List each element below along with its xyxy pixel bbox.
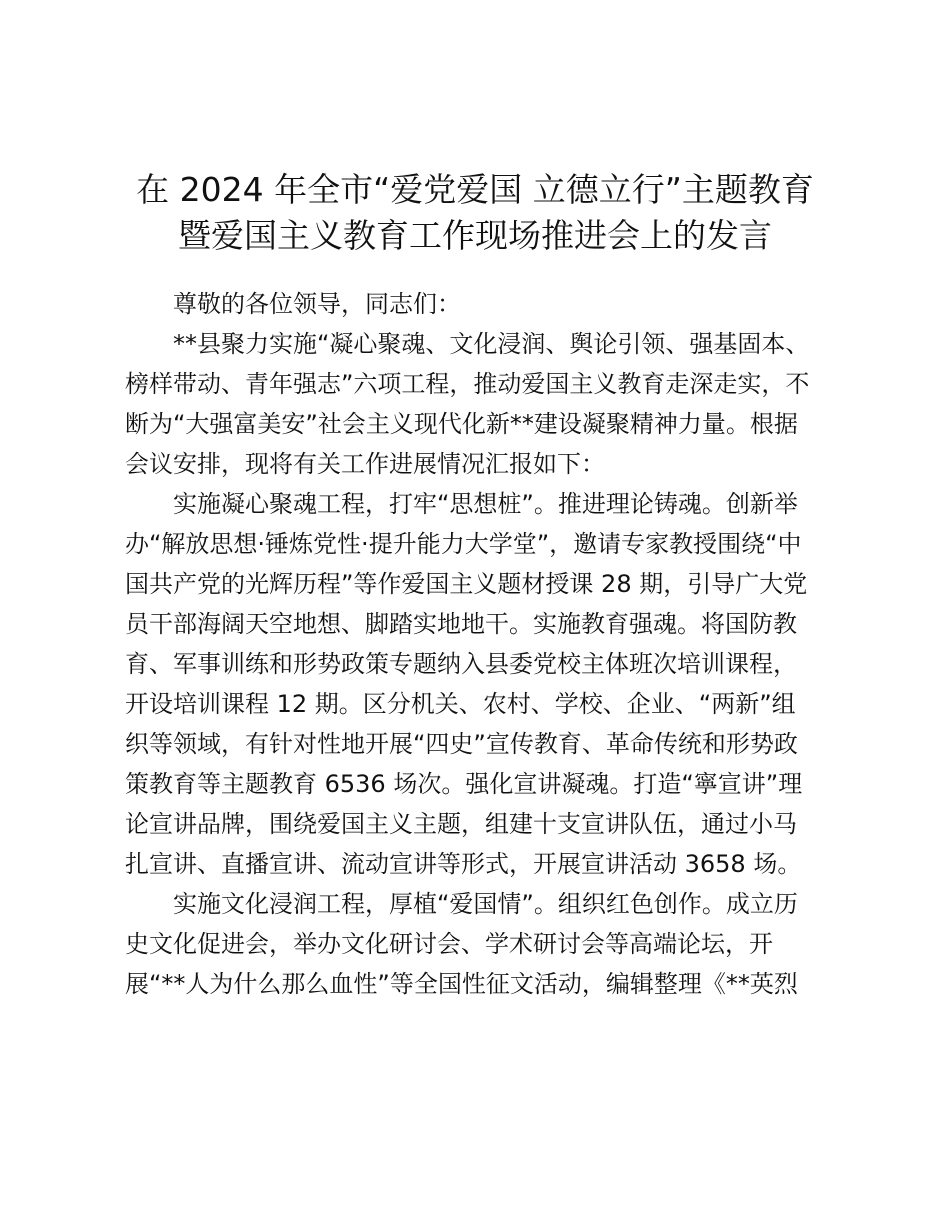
paragraph-line: 会议安排，现将有关工作进展情况汇报如下： xyxy=(125,450,605,478)
paragraph-line: 实施凝心聚魂工程，打牢“思想桩”。推进理论铸魂。创新举 xyxy=(173,490,798,518)
paragraph-line: 论宣讲品牌，围绕爱国主义主题，组建十支宣讲队伍，通过小马 xyxy=(125,810,797,838)
paragraph-line: 尊敬的各位领导，同志们： xyxy=(173,290,461,318)
paragraph-line: **县聚力实施“凝心聚魂、文化浸润、舆论引领、强基固本、 xyxy=(173,330,810,358)
section-paragraph-1 xyxy=(125,484,830,884)
paragraph-line: 办“解放思想·锤炼党性·提升能力大学堂”，邀请专家教授围绕“中 xyxy=(125,530,802,558)
paragraph-line: 扎宣讲、直播宣讲、流动宣讲等形式，开展宣讲活动 3658 场。 xyxy=(125,850,802,878)
paragraph-line: 展“**人为什么那么血性”等全国性征文活动，编辑整理《**英烈 xyxy=(125,970,798,998)
title-line: 在 2024 年全市“爱党爱国 立德立行”主题教育 xyxy=(136,170,814,209)
paragraph-line: 断为“大强富美安”社会主义现代化新**建设凝聚精神力量。根据 xyxy=(125,410,798,438)
paragraph-line: 榜样带动、青年强志”六项工程，推动爱国主义教育走深走实，不 xyxy=(125,370,810,398)
paragraph-line: 史文化促进会，举办文化研讨会、学术研讨会等高端论坛，开 xyxy=(125,930,773,958)
paragraph-line: 开设培训课程 12 期。区分机关、农村、学校、企业、“两新”组 xyxy=(125,690,796,718)
paragraph-line: 员干部海阔天空地想、脚踏实地地干。实施教育强魂。将国防教 xyxy=(125,610,797,638)
paragraph-line: 育、军事训练和形势政策专题纳入县委党校主体班次培训课程， xyxy=(125,650,797,678)
paragraph-line: 实施文化浸润工程，厚植“爱国情”。组织红色创作。成立历 xyxy=(173,890,798,918)
salutation-paragraph xyxy=(125,284,830,324)
document-title xyxy=(100,167,850,259)
document-body xyxy=(125,284,830,1004)
paragraph-line: 国共产党的光辉历程”等作爱国主义题材授课 28 期，引导广大党 xyxy=(125,570,808,598)
title-line: 暨爱国主义教育工作现场推进会上的发言 xyxy=(178,216,772,255)
intro-paragraph xyxy=(125,324,830,484)
paragraph-line: 策教育等主题教育 6536 场次。强化宣讲凝魂。打造“寧宣讲”理 xyxy=(125,770,803,798)
paragraph-line: 织等领域，有针对性地开展“四史”宣传教育、革命传统和形势政 xyxy=(125,730,798,758)
section-paragraph-2 xyxy=(125,884,830,1004)
